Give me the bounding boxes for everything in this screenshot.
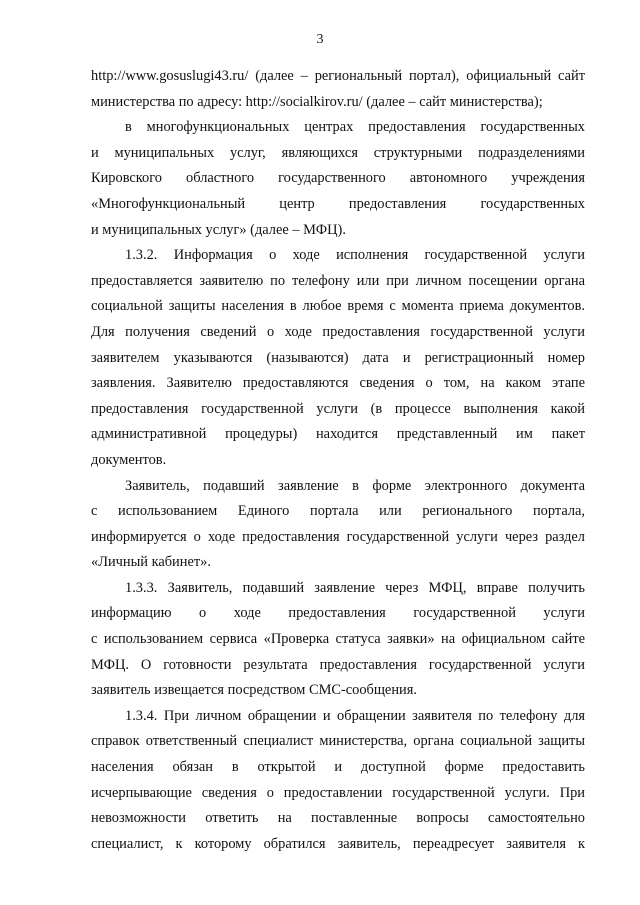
text-line: информируется о ходе предоставления государственной услуги через раздел — [91, 528, 585, 545]
paragraph — [91, 243, 585, 473]
text-line: «Личный кабинет». — [91, 554, 211, 571]
text-line: и муниципальных услуг, являющихся структурными подразделениями — [91, 144, 585, 161]
paragraph — [91, 64, 585, 115]
text-line: административной процедуры) находится представленный им пакет — [91, 426, 585, 443]
paragraph — [91, 704, 585, 858]
text-line: «Многофункциональный центр предоставления государственных — [91, 195, 585, 212]
text-line: в многофункциональных центрах предоставления государственных — [125, 119, 585, 136]
text-line: и муниципальных услуг» (далее – МФЦ). — [91, 221, 346, 238]
text-line: с использованием сервиса «Проверка статуса заявки» на официальном сайте — [91, 631, 585, 648]
page-number: 3 — [316, 32, 324, 47]
text-line: предоставления государственной услуги (в процессе выполнения какой — [91, 400, 585, 417]
paragraph — [91, 474, 585, 576]
text-line: заявитель извещается посредством СМС-сообщения. — [91, 682, 417, 699]
text-line: социальной защиты населения в любое время с момента приема документов. — [91, 298, 585, 315]
text-line: информацию о ходе предоставления государственной услуги — [91, 605, 585, 622]
text-line: Кировского областного государственного автономного учреждения — [91, 170, 585, 187]
text-line: предоставляется заявителю по телефону или при личном посещении органа — [91, 272, 585, 289]
text-line: справок ответственный специалист министерства, органа социальной защиты — [91, 733, 585, 750]
text-line: Для получения сведений о ходе предоставления государственной услуги — [91, 323, 585, 340]
text-line: населения обязан в открытой и доступной форме предоставить — [91, 759, 585, 776]
text-line: заявителем указываются (называются) дата и регистрационный номер — [91, 349, 585, 366]
text-line: министерства по адресу: http://socialkirov.ru/ (далее – сайт министерства); — [91, 93, 543, 110]
text-line: Заявитель, подавший заявление в форме электронного документа — [125, 477, 585, 494]
text-line: с использованием Единого портала или регионального портала, — [91, 503, 585, 520]
text-line: 1.3.2. Информация о ходе исполнения государственной услуги — [125, 247, 585, 264]
text-line: МФЦ. О готовности результата предоставления государственной услуги — [91, 656, 585, 673]
text-line: заявления. Заявителю предоставляются сведения о том, на каком этапе — [91, 375, 585, 392]
document-body — [91, 64, 585, 857]
text-line: 1.3.4. При личном обращении и обращении заявителя по телефону для — [125, 707, 585, 724]
text-line: специалист, к которому обратился заявитель, переадресует заявителя к — [91, 835, 585, 852]
text-line: 1.3.3. Заявитель, подавший заявление через МФЦ, вправе получить — [125, 579, 585, 596]
text-line: невозможности ответить на поставленные вопросы самостоятельно — [91, 810, 585, 827]
text-line: http://www.gosuslugi43.ru/ (далее – региональный портал), официальный сайт — [91, 68, 585, 84]
text-line: документов. — [91, 451, 167, 468]
paragraph — [91, 576, 585, 704]
paragraph — [91, 115, 585, 243]
text-line: исчерпывающие сведения о предоставлении государственной услуги. При — [91, 784, 585, 801]
